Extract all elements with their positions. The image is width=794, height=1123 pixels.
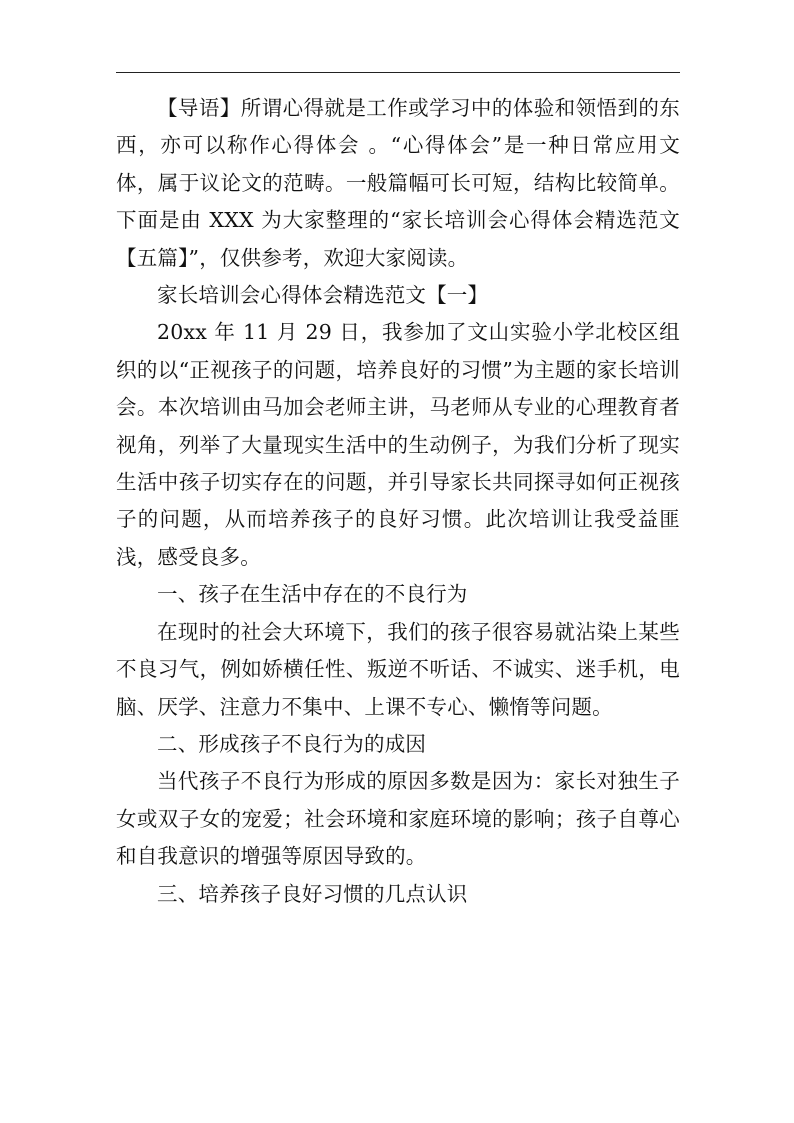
intro-paragraph: 【导语】所谓心得就是工作或学习中的体验和领悟到的东西，亦可以称作心得体会 。“心得体会”是一种日常应用文体，属于议论文的范畴。一般篇幅可长可短，结构比较简单。下面是由 XXX 为大家整理的“家长培训会心得体会精选范文【五篇】”，仅供参考，欢迎大家阅读。 [116,96,680,270]
section-heading-2: 二、形成孩子不良行为的成因 [157,731,427,756]
article-title: 家长培训会心得体会精选范文【一】 [157,283,489,308]
body-paragraph: 当代孩子不良行为形成的原因多数是因为：家长对独生子女或双子女的宠爱；社会环境和家庭环境的影响；孩子自尊心和自我意识的增强等原因导致的。 [116,769,680,869]
section-heading-3: 三、培养孩子良好习惯的几点认识 [157,881,468,906]
header-rule [116,72,680,73]
body-paragraph: 20xx 年 11 月 29 日，我参加了文山实验小学北校区组织的以“正视孩子的问题，培养良好的习惯”为主题的家长培训会。本次培训由马加会老师主讲，马老师从专业的心理教育者视角，列举了大量现实生活中的生动例子，为我们分析了现实生活中孩子切实存在的问题，并引导家长共同探寻如何正视孩子的问题，从而培养孩子的良好习惯。此次培训让我受益匪浅，感受良多。 [116,320,680,569]
section-heading-1: 一、孩子在生活中存在的不良行为 [157,582,468,607]
body-paragraph: 在现时的社会大环境下，我们的孩子很容易就沾染上某些不良习气，例如娇横任性、叛逆不听话、不诚实、迷手机，电脑、厌学、注意力不集中、上课不专心、懒惰等问题。 [116,619,680,719]
document-body [116,90,680,913]
